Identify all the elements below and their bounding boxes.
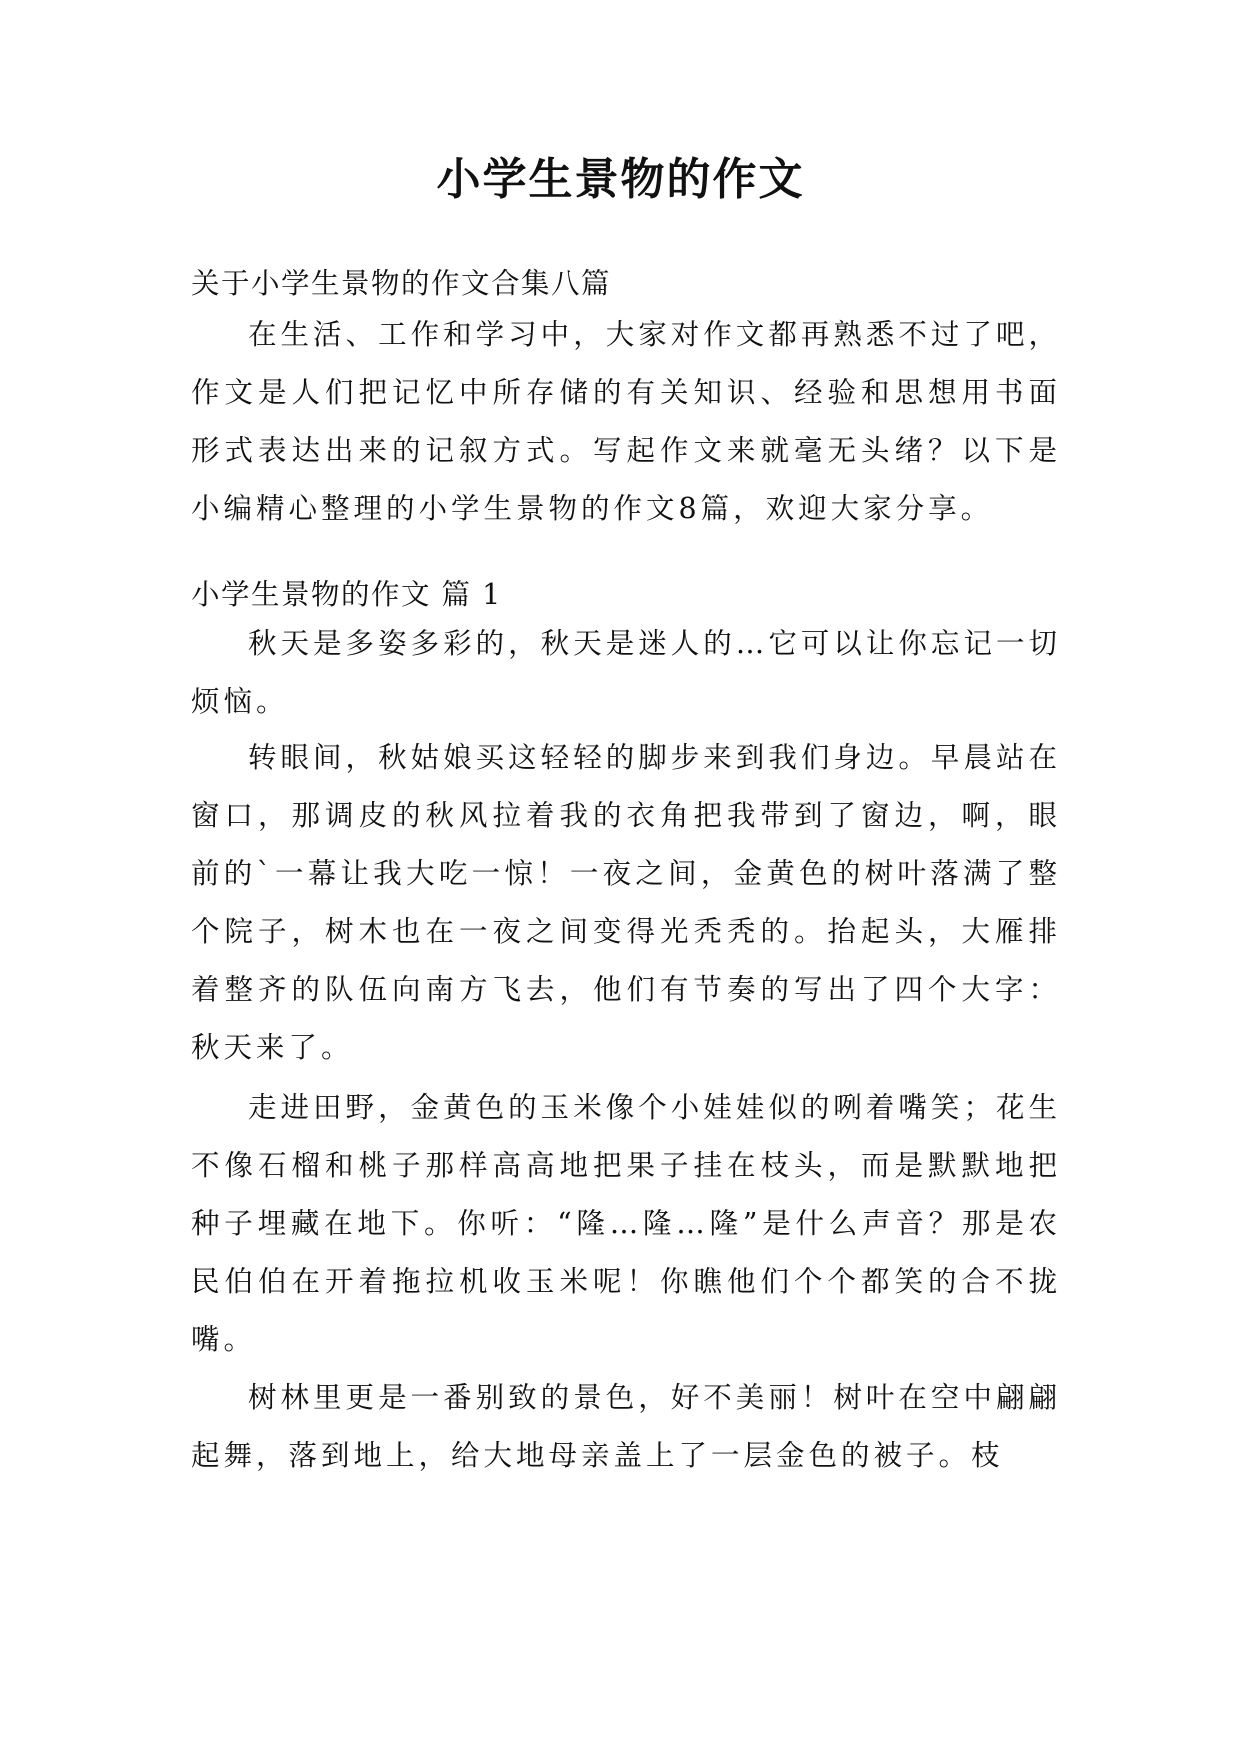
document-title: 小学生景物的作文 (436, 154, 805, 205)
body-paragraph: 树林里更是一番别致的景色，好不美丽！树叶在空中翩翩起舞，落到地上，给大地母亲盖上了一层金色的被子。枝 (191, 1381, 1061, 1472)
document-subtitle: 关于小学生景物的作文合集八篇 (191, 267, 612, 300)
body-paragraph: 走进田野，金黄色的玉米像个小娃娃似的咧着嘴笑；花生不像石榴和桃子那样高高地把果子挂在枝头，而是默默地把种子埋藏在地下。你听：“隆…隆…隆”是什么声音？那是农民伯伯在开着拖拉机收玉米呢！你瞧他们个个都笑的合不拢嘴。 (191, 1091, 1061, 1356)
intro-paragraph: 在生活、工作和学习中，大家对作文都再熟悉不过了吧，作文是人们把记忆中所存储的有关知识、经验和思想用书面形式表达出来的记叙方式。写起作文来就毫无头绪？以下是小编精心整理的小学生景物的作文8篇，欢迎大家分享。 (191, 318, 1061, 525)
section-heading-1: 小学生景物的作文 篇 1 (191, 578, 502, 611)
body-paragraph: 秋天是多姿多彩的，秋天是迷人的…它可以让你忘记一切烦恼。 (191, 627, 1061, 718)
body-paragraph: 转眼间，秋姑娘买这轻轻的脚步来到我们身边。早晨站在窗口，那调皮的秋风拉着我的衣角把我带到了窗边，啊，眼前的`一幕让我大吃一惊！一夜之间，金黄色的树叶落满了整个院子，树木也在一夜之间变得光秃秃的。抬起头，大雁排着整齐的队伍向南方飞去，他们有节奏的写出了四个大字：秋天来了。 (191, 741, 1061, 1064)
